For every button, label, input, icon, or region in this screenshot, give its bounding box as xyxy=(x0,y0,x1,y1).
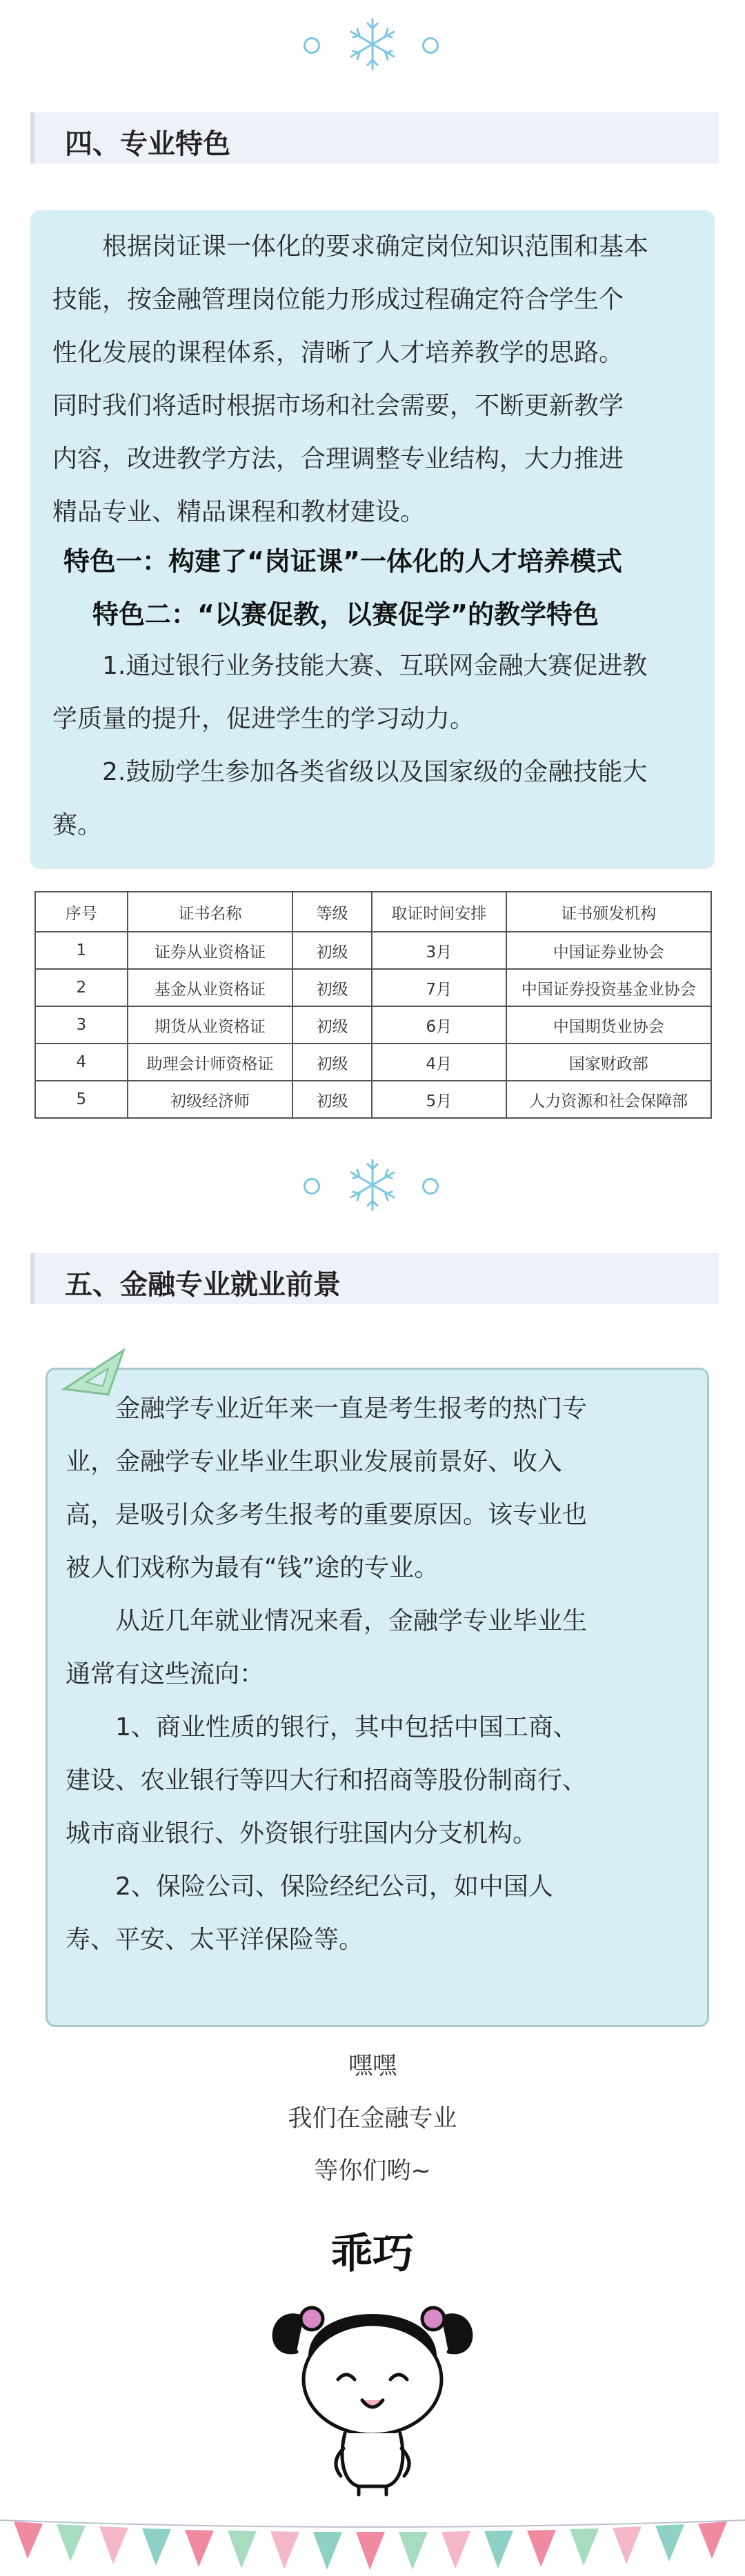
table-row xyxy=(35,969,711,1006)
table-cell: 初级经济师 xyxy=(128,1081,292,1118)
table-row xyxy=(35,1081,711,1118)
table-cell: 1 xyxy=(35,932,128,969)
employment-box xyxy=(46,1368,709,2027)
section4-header xyxy=(30,112,719,163)
closing-line-1: 嘿嘿 xyxy=(348,2053,397,2080)
header-cell: 证书颁发机构 xyxy=(506,892,711,932)
divider-dot-left xyxy=(304,37,320,54)
table-cell: 5 xyxy=(35,1081,128,1118)
snowflake-divider-top xyxy=(0,12,745,74)
table-cell: 初级 xyxy=(292,969,372,1006)
snowflake-icon xyxy=(345,1157,400,1212)
table-header-row xyxy=(35,892,711,932)
table-row xyxy=(35,932,711,969)
employment-para-2: 从近几年就业情况来看，金融学专业毕业生 通常有这些流向： xyxy=(66,1607,588,1688)
table-cell: 中国证券投资基金业协会 xyxy=(506,969,711,1006)
table-cell: 基金从业资格证 xyxy=(128,969,292,1006)
divider-dot-right xyxy=(422,37,439,54)
section5-header xyxy=(30,1253,719,1304)
feature-two: 特色二：“以赛促教，以赛促学”的教学特色 xyxy=(92,599,599,630)
divider-dot-left xyxy=(304,1178,320,1195)
header-cell: 序号 xyxy=(35,892,128,932)
table-cell: 2 xyxy=(35,969,128,1006)
table-cell: 4 xyxy=(35,1044,128,1081)
table-cell: 初级 xyxy=(292,1006,372,1044)
header-cell: 等级 xyxy=(292,892,372,932)
table-cell: 7月 xyxy=(372,969,506,1006)
features-box xyxy=(30,210,715,869)
snowflake-divider-middle xyxy=(0,1153,745,1215)
table-cell: 国家财政部 xyxy=(506,1044,711,1081)
section4-title: 四、专业特色 xyxy=(65,128,230,160)
table-cell: 初级 xyxy=(292,1081,372,1118)
table-cell: 人力资源和社会保障部 xyxy=(506,1081,711,1118)
header-cell: 取证时间安排 xyxy=(372,892,506,932)
certificate-table xyxy=(34,891,712,1119)
table-row xyxy=(35,1044,711,1081)
feature-point-2: 2.鼓励学生参加各类省级以及国家级的金融技能大 赛。 xyxy=(52,758,648,839)
closing-line-2: 我们在金融专业 xyxy=(288,2105,457,2133)
snowflake-icon xyxy=(345,17,400,72)
table-cell: 3 xyxy=(35,1006,128,1044)
features-intro: 根据岗证课一体化的要求确定岗位知识范围和基本 技能，按金融管理岗位能力形成过程确定符合学生个 性化发展的课程体系，清晰了人才培养教学的思路。 同时我们将适时根据市场和社会需要，不断更新教学 内容，改进教学方法，合理调整专业结构，大力推进 精品专业、精品课程和教材建设。 xyxy=(52,232,649,526)
sticker-caption: 乖巧 xyxy=(331,2230,414,2278)
divider-dot-right xyxy=(422,1178,439,1195)
table-cell: 证券从业资格证 xyxy=(128,932,292,969)
table-cell: 中国证券业协会 xyxy=(506,932,711,969)
employment-para-1: 金融学专业近年来一直是考生报考的热门专 业，金融学专业毕业生职业发展前景好、收入 高，是吸引众多考生报考的重要原因。该专业也 被人们戏称为最有“钱”途的专业。 xyxy=(66,1395,588,1582)
section5-title: 五、金融专业就业前景 xyxy=(65,1269,341,1301)
table-cell: 5月 xyxy=(372,1081,506,1118)
table-cell: 3月 xyxy=(372,932,506,969)
table-cell: 期货从业资格证 xyxy=(128,1006,292,1044)
cartoon-girl-icon xyxy=(255,2276,490,2497)
header-cell: 证书名称 xyxy=(128,892,292,932)
bunting-decoration xyxy=(0,2510,745,2576)
feature-one: 特色一：构建了“岗证课”一体化的人才培养模式 xyxy=(63,546,622,577)
employment-para-4: 2、保险公司、保险经纪公司，如中国人 寿、平安、太平洋保险等。 xyxy=(66,1873,553,1954)
table-cell: 4月 xyxy=(372,1044,506,1081)
employment-para-3: 1、商业性质的银行，其中包括中国工商、 建设、农业银行等四大行和招商等股份制商行、 城市商业银行、外资银行驻国内分支机构。 xyxy=(66,1713,588,1848)
feature-point-1: 1.通过银行业务技能大赛、互联网金融大赛促进教 学质量的提升，促进学生的学习动力。 xyxy=(52,652,648,733)
closing-line-3: 等你们哟~ xyxy=(314,2157,431,2185)
table-cell: 初级 xyxy=(292,1044,372,1081)
table-cell: 中国期货业协会 xyxy=(506,1006,711,1044)
table-cell: 助理会计师资格证 xyxy=(128,1044,292,1081)
table-row xyxy=(35,1006,711,1044)
table-cell: 6月 xyxy=(372,1006,506,1044)
table-cell: 初级 xyxy=(292,932,372,969)
